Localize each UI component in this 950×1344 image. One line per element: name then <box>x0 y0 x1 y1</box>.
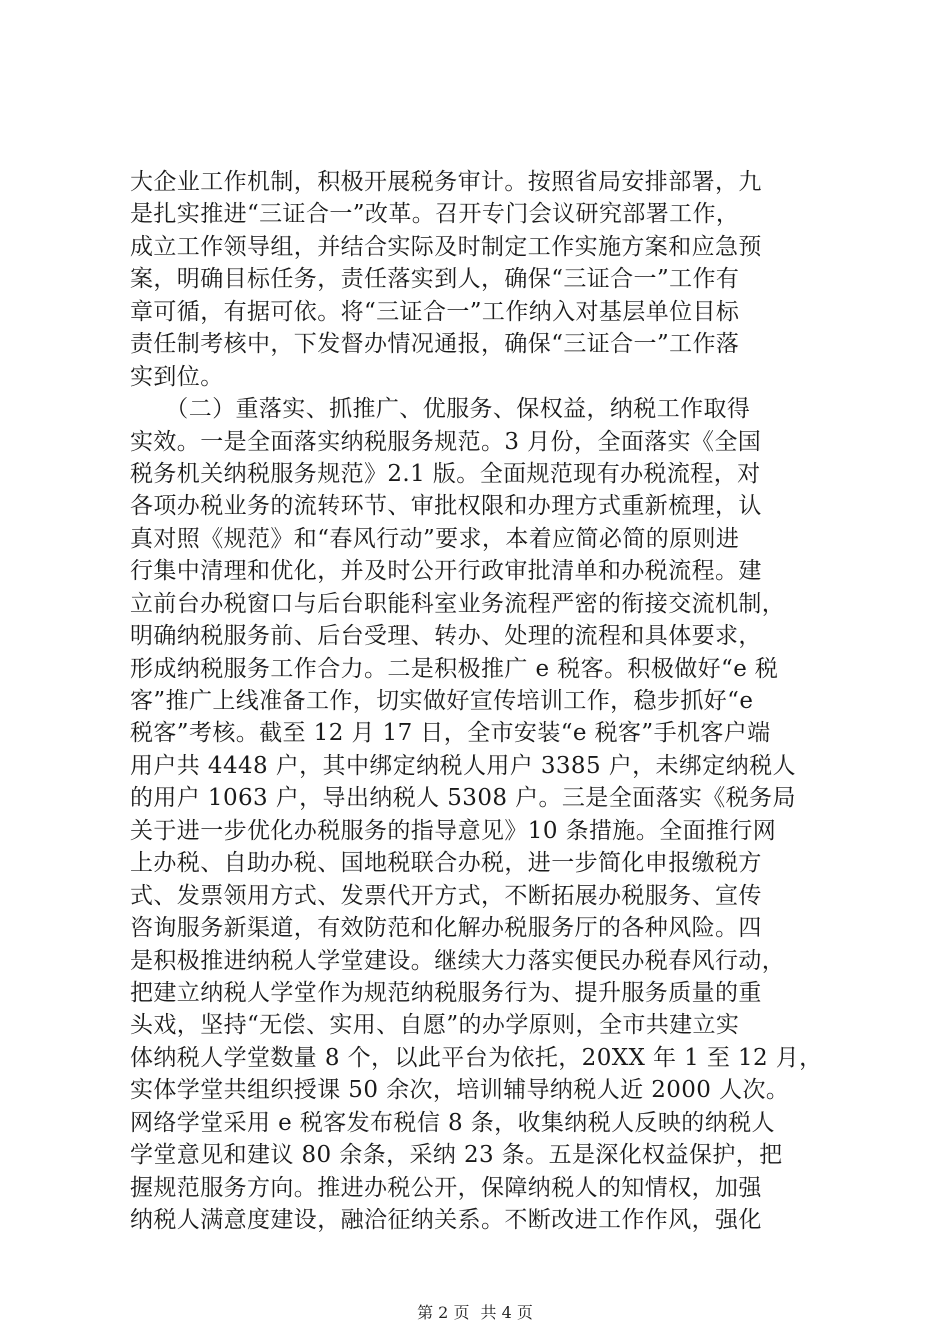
text-line: 税务机关纳税服务规范》2.1 版。全面规范现有办税流程，对 <box>130 460 761 487</box>
text-line: 头戏，坚持“无偿、实用、自愿”的办学原则，全市共建立实 <box>130 1012 740 1039</box>
text-line: 责任制考核中，下发督办情况通报，确保“三证合一”工作落 <box>130 331 740 358</box>
text-line: 大企业工作机制，积极开展税务审计。按照省局安排部署，九 <box>130 169 762 195</box>
text-line: 客”推广上线准备工作，切实做好宣传培训工作，稳步抓好“e <box>130 688 754 714</box>
page-total: 共 4 页 <box>480 1303 533 1322</box>
text-line: 立前台办税窗口与后台职能科室业务流程严密的衔接交流机制， <box>130 590 786 617</box>
text-line: 实到位。 <box>130 363 224 390</box>
text-line: 实效。一是全面落实纳税服务规范。3 月份，全面落实《全国 <box>130 428 762 455</box>
text-line: 关于进一步优化办税服务的指导意见》10 条措施。全面推行网 <box>130 817 777 844</box>
text-line: 真对照《规范》和“春风行动”要求，本着应简必简的原则进 <box>130 525 740 552</box>
page-footer <box>0 1300 950 1323</box>
text-line: （二）重落实、抓推广、优服务、保权益，纳税工作取得 <box>130 396 751 423</box>
text-line: 上办税、自助办税、国地税联合办税，进一步简化申报缴税方 <box>130 850 762 877</box>
text-line: 是积极推进纳税人学堂建设。继续大力落实便民办税春风行动， <box>130 947 786 974</box>
text-line: 成立工作领导组，并结合实际及时制定工作实施方案和应急预 <box>130 233 762 260</box>
text-line: 把建立纳税人学堂作为规范纳税服务行为、提升服务质量的重 <box>130 979 762 1006</box>
text-line: 税客”考核。截至 12 月 17 日，全市安装“e 税客”手机客户端 <box>130 720 771 747</box>
page-number: 第 2 页 <box>417 1303 470 1322</box>
text-line: 案，明确目标任务，责任落实到人，确保“三证合一”工作有 <box>130 266 740 293</box>
text-line: 形成纳税服务工作合力。二是积极推广 e 税客。积极做好“e 税 <box>130 655 779 682</box>
text-line: 咨询服务新渠道，有效防范和化解办税服务厅的各种风险。四 <box>130 915 762 942</box>
text-line: 各项办税业务的流转环节、审批权限和办理方式重新梳理，认 <box>130 493 762 520</box>
text-line: 章可循，有据可依。将“三证合一”工作纳入对基层单位目标 <box>130 298 740 325</box>
text-line: 式、发票领用方式、发票代开方式，不断拓展办税服务、宣传 <box>130 882 762 909</box>
text-line: 的用户 1063 户，导出纳税人 5308 户。三是全面落实《税务局 <box>130 785 796 812</box>
text-line: 纳税人满意度建设，融洽征纳关系。不断改进工作作风，强化 <box>130 1207 762 1233</box>
document-body <box>130 166 830 1236</box>
text-line: 行集中清理和优化，并及时公开行政审批清单和办税流程。建 <box>130 558 762 585</box>
text-line: 学堂意见和建议 80 余条，采纳 23 条。五是深化权益保护，把 <box>130 1142 783 1169</box>
text-line: 网络学堂采用 e 税客发布税信 8 条，收集纳税人反映的纳税人 <box>130 1109 775 1136</box>
text-line: 明确纳税服务前、后台受理、转办、处理的流程和具体要求， <box>130 623 762 650</box>
text-line: 实体学堂共组织授课 50 余次，培训辅导纳税人近 2000 人次。 <box>130 1077 790 1104</box>
text-line: 是扎实推进“三证合一”改革。召开专门会议研究部署工作， <box>130 201 740 228</box>
text-line: 握规范服务方向。推进办税公开，保障纳税人的知情权，加强 <box>130 1174 762 1201</box>
text-line: 体纳税人学堂数量 8 个，以此平台为依托，20XX 年 1 至 12 月， <box>130 1044 823 1071</box>
text-line: 用户共 4448 户，其中绑定纳税人用户 3385 户，未绑定纳税人 <box>130 752 796 779</box>
